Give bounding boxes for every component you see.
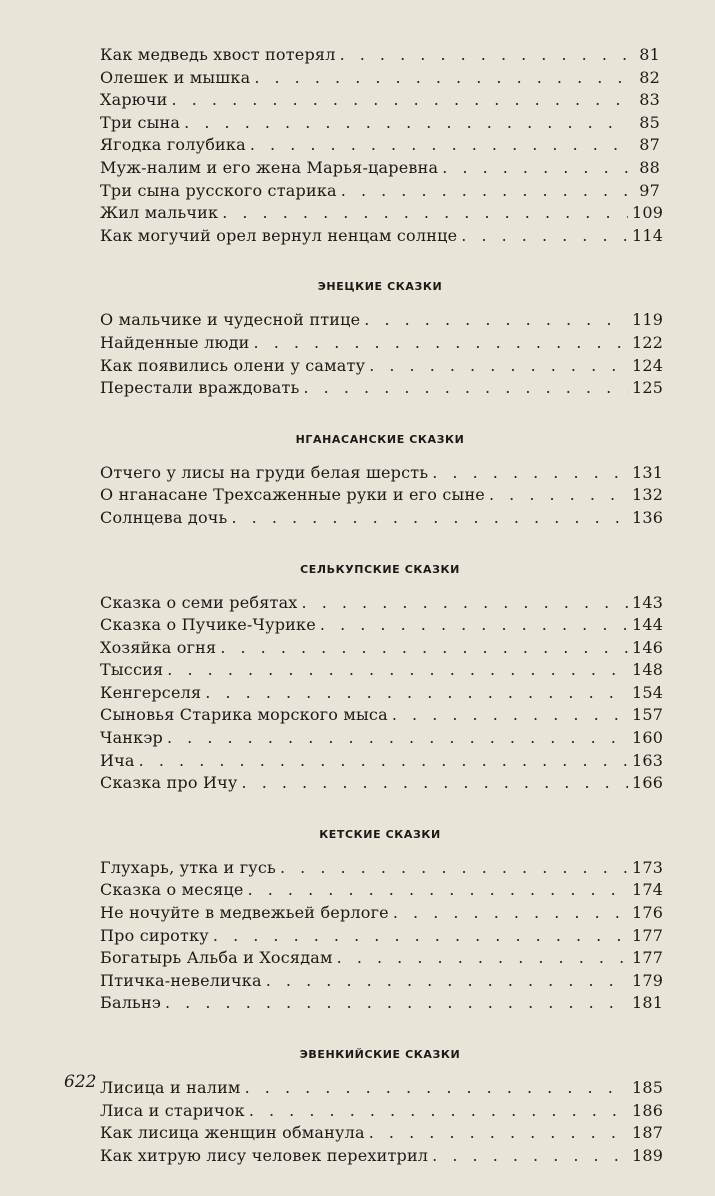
entry-title: Как хитрую лису человек перехитрил: [100, 1145, 429, 1165]
entry-title: Птичка-невеличка: [100, 970, 262, 990]
dot-leader: [249, 1100, 628, 1123]
dot-leader: [167, 659, 628, 682]
section-heading: ЭНЕЦКИЕ СКАЗКИ: [317, 280, 443, 294]
dot-leader: [266, 970, 628, 993]
toc-entry: [100, 592, 664, 615]
dot-leader: [254, 67, 628, 90]
toc-entry: [100, 134, 660, 157]
entry-title: Ягодка голубика: [100, 135, 246, 155]
toc-entry: [100, 727, 664, 750]
dot-leader: [220, 637, 628, 660]
entry-title: Перестали враждовать: [100, 378, 300, 398]
entry-title: Три сына: [100, 112, 181, 132]
entry-title: Три сына русского старика: [100, 180, 337, 200]
toc-entry: [100, 682, 664, 705]
toc-entry: [100, 507, 664, 530]
entry-title: Глухарь, утка и гусь: [100, 857, 276, 877]
entry-page-number: 174: [632, 880, 664, 900]
dot-leader: [231, 507, 628, 530]
toc-entry: [100, 112, 660, 135]
toc-entry: [100, 332, 664, 355]
entry-page-number: 189: [632, 1145, 664, 1165]
dot-leader: [369, 355, 628, 378]
dot-leader: [184, 112, 628, 135]
dot-leader: [248, 879, 628, 902]
entry-title: Как медведь хвост потерял: [100, 45, 336, 64]
toc-entry: [100, 970, 664, 993]
toc-entry: [100, 462, 664, 485]
dot-leader: [337, 947, 628, 970]
toc-entry: [100, 637, 664, 660]
entry-title: Хозяйка огня: [100, 637, 217, 657]
entry-title: Как появились олени у самату: [100, 355, 366, 375]
toc-entry: [100, 355, 664, 378]
dot-leader: [222, 202, 628, 225]
dot-leader: [320, 614, 628, 637]
entry-page-number: 125: [632, 378, 664, 398]
dot-leader: [489, 484, 628, 507]
entry-page-number: 122: [632, 332, 664, 352]
toc-entry: [100, 157, 660, 180]
entry-page-number: 136: [632, 507, 664, 527]
toc-entry: [100, 1145, 664, 1168]
toc-entry: [100, 992, 664, 1015]
toc-entry: [100, 309, 664, 332]
entry-page-number: 119: [632, 310, 664, 330]
dot-leader: [341, 180, 628, 203]
entry-page-number: 124: [632, 355, 664, 375]
dot-leader: [432, 1145, 628, 1168]
dot-leader: [172, 89, 628, 112]
toc-entry: [100, 225, 664, 248]
toc-entry: [100, 879, 664, 902]
entry-title: Богатырь Альба и Хосядам: [100, 948, 333, 968]
toc-entry: [100, 1122, 664, 1145]
entry-page-number: 163: [632, 750, 664, 770]
entry-title: Сыновья Старика морского мыса: [100, 705, 388, 725]
entry-title: Ича: [100, 750, 135, 770]
dot-leader: [280, 857, 628, 880]
entry-title: Сказка о Пучике-Чурике: [100, 615, 316, 635]
entry-title: Сказка про Ичу: [100, 773, 238, 793]
toc-entry: [100, 925, 664, 948]
entry-page-number: 185: [632, 1078, 664, 1097]
entry-title: Бальнэ: [100, 993, 161, 1013]
entry-page-number: 160: [632, 728, 664, 748]
dot-leader: [364, 309, 628, 332]
page-number: 622: [64, 1072, 97, 1092]
dot-leader: [250, 134, 628, 157]
entry-page-number: 187: [632, 1123, 664, 1143]
entry-page-number: 157: [632, 705, 664, 725]
entry-title: Лиса и старичок: [100, 1100, 245, 1120]
entry-page-number: 82: [639, 67, 660, 87]
entry-page-number: 148: [632, 660, 664, 680]
dot-leader: [461, 225, 628, 248]
entry-page-number: 132: [632, 485, 664, 505]
entry-title: Найденные люди: [100, 332, 250, 352]
toc-entry: [100, 704, 664, 727]
section-heading: ЭВЕНКИЙСКИЕ СКАЗКИ: [299, 1048, 461, 1061]
entry-page-number: 109: [632, 203, 664, 223]
entry-page-number: 177: [632, 948, 664, 968]
dot-leader: [165, 992, 628, 1015]
entry-title: Сказка о месяце: [100, 880, 244, 900]
entry-title: Как могучий орел вернул ненцам солнце: [100, 225, 458, 245]
entry-page-number: 87: [639, 135, 660, 155]
entry-page-number: 179: [632, 970, 664, 990]
toc-entry: [100, 44, 660, 67]
entry-title: Жил мальчик: [100, 203, 219, 223]
entry-title: О нганасане Трехсаженные руки и его сыне: [100, 485, 485, 505]
entry-page-number: 186: [632, 1100, 664, 1120]
dot-leader: [167, 727, 628, 750]
entry-page-number: 131: [632, 462, 664, 482]
toc-entry: [100, 377, 664, 400]
dot-leader: [242, 772, 628, 795]
toc-entry: [100, 67, 660, 90]
entry-title: Про сиротку: [100, 925, 209, 945]
entry-page-number: 143: [632, 592, 664, 612]
entry-page-number: 173: [632, 857, 664, 877]
entry-title: Муж-налим и его жена Марья-царевна: [100, 157, 439, 177]
section-heading: СЕЛЬКУПСКИЕ СКАЗКИ: [300, 562, 460, 576]
entry-title: Харючи: [100, 90, 168, 110]
entry-title: Тыссия: [100, 660, 164, 680]
dot-leader: [442, 157, 628, 180]
entry-page-number: 166: [632, 773, 664, 793]
entry-title: Отчего у лисы на груди белая шерсть: [100, 462, 429, 482]
toc-entry: [100, 659, 664, 682]
dot-leader: [304, 377, 629, 400]
entry-page-number: 144: [632, 615, 664, 635]
toc-entry: [100, 772, 664, 795]
toc-entry: [100, 902, 664, 925]
toc-entry: [100, 1077, 664, 1100]
entry-page-number: 177: [632, 925, 664, 945]
entry-title: Как лисица женщин обманула: [100, 1123, 365, 1143]
entry-page-number: 97: [639, 180, 660, 200]
toc-entry: [100, 857, 664, 880]
entry-page-number: 81: [639, 45, 660, 64]
entry-page-number: 83: [639, 90, 660, 110]
dot-leader: [254, 332, 628, 355]
entry-title: Олешек и мышка: [100, 67, 251, 87]
toc-entry: [100, 750, 664, 773]
entry-page-number: 154: [632, 682, 664, 702]
section-heading: НГАНАСАНСКИЕ СКАЗКИ: [295, 432, 465, 446]
dot-leader: [139, 750, 628, 773]
entry-page-number: 88: [639, 157, 660, 177]
toc-entry: [100, 180, 660, 203]
toc-entry: [100, 1100, 664, 1123]
toc-entry: [100, 202, 664, 225]
dot-leader: [302, 592, 628, 615]
dot-leader: [369, 1122, 628, 1145]
dot-leader: [432, 462, 628, 485]
entry-page-number: 114: [632, 225, 664, 245]
entry-title: Сказка о семи ребятах: [100, 592, 298, 612]
entry-title: Не ночуйте в медвежьей берлоге: [100, 903, 389, 923]
dot-leader: [245, 1077, 628, 1100]
entry-page-number: 176: [632, 903, 664, 923]
dot-leader: [340, 44, 628, 67]
entry-page-number: 85: [639, 112, 660, 132]
entry-title: О мальчике и чудесной птице: [100, 310, 361, 330]
entry-title: Солнцева дочь: [100, 507, 228, 527]
entry-page-number: 146: [632, 637, 664, 657]
table-of-contents: [100, 44, 664, 1167]
dot-leader: [393, 902, 628, 925]
dot-leader: [205, 682, 628, 705]
entry-title: Лисица и налим: [100, 1078, 241, 1097]
section-heading: КЕТСКИЕ СКАЗКИ: [319, 827, 441, 841]
toc-entry: [100, 89, 660, 112]
entry-title: Кенгерселя: [100, 682, 202, 702]
entry-page-number: 181: [632, 993, 664, 1013]
toc-entry: [100, 484, 664, 507]
toc-entry: [100, 947, 664, 970]
entry-title: Чанкэр: [100, 728, 163, 748]
toc-entry: [100, 614, 664, 637]
dot-leader: [392, 704, 628, 727]
dot-leader: [213, 925, 628, 948]
